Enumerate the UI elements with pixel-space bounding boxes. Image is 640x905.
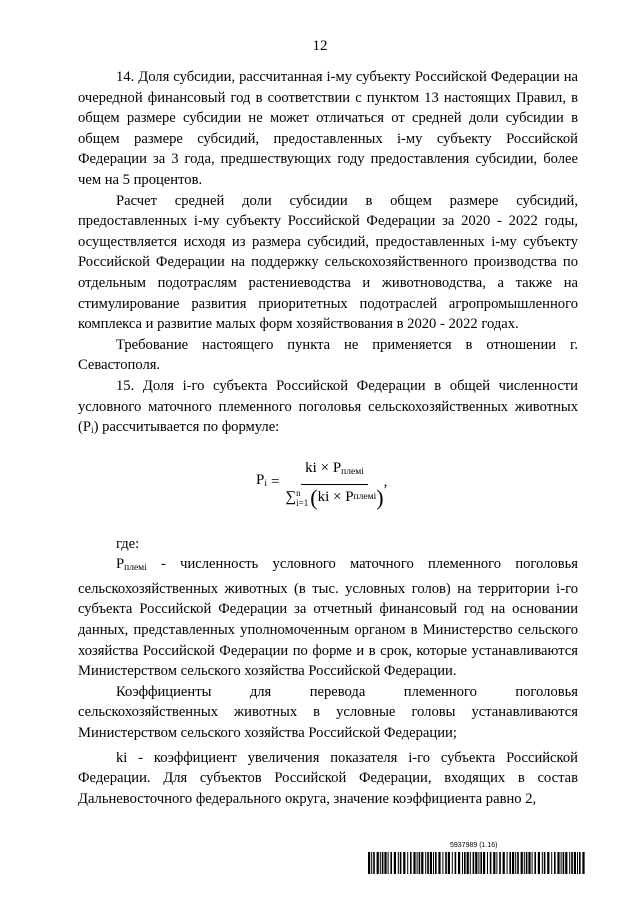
paragraph-calculation: Расчет средней доли субсидии в общем размере субсидий, предоставленных i-му субъекту Российской Федерации за 2020 - 2022 годы, осуществляется исходя из размера субсидий, предоставленных i-му субъекту Российской Федерации на поддержку сельскохозяйственного производства по отдельным подотраслям растениеводства и животноводства, а также на стимулирование развития приоритетных подотраслей агропромышленного комплекса и развитие малых форм хозяйствования в 2020 - 2022 годах. [78,192,578,333]
paragraph-where: где: [116,535,140,552]
paragraph-15 [78,376,578,442]
paragraph-requirement: Требование настоящего пункта не применяется в отношении г. Севастополя. [78,336,578,374]
formula [256,458,387,508]
document-code: 5937989 (1.16) [450,842,498,849]
formula-fraction [285,458,383,508]
paragraph-coefficients: Коэффициенты для перевода племенного поголовья сельскохозяйственных животных в условные головы устанавливаются Министерством сельского хозяйства Российской Федерации; [78,683,578,742]
paragraph-p-pleme: $P_{племi}$ - численность условного маточного племенного поголовья сельскохозяйственных животных (в тыс. условных голов) на территории i-го субъекта Российской Федерации за отчетный финансовый год на основании данных, представленных уполномоченным органом в Министерство сельского хозяйства Российской Федерации по форме и в срок, которые устанавливаются Министерством сельского хозяйства Российской Федерации. [78,556,578,680]
formula-tail: , [383,474,388,491]
paragraph-14: 14. Доля субсидии, рассчитанная i-му субъекту Российской Федерации на очередной финансовый год в соответствии с пунктом 13 настоящих Правил, в общем размере субсидии не может отличаться от средней доли субсидии в общем размере субсидий, предоставленных i-му субъекту Российской Федерации за 3 года, предшествующих году предоставления субсидии, более чем на 5 процентов. [78,69,578,188]
paragraph-15-text: 15. Доля i-го субъекта Российской Федерации в общей численности условного маточного племенного поголовья сельскохозяйственных животных (P [78,377,578,436]
paragraph-ki: ki - коэффициент увеличения показателя i-го субъекта Российской Федерации. Для субъектов Российской Федерации, входящих в состав Дальневосточного федерального округа, значение коэффициента равно 2, [78,749,578,807]
document-body [78,67,578,809]
formula-numerator: ki × $P_{племi}$ [301,458,368,486]
formula-equals: = [270,474,280,491]
formula-denominator: ∑ n i=1 ( ki × P племi ) [285,484,384,510]
barcode-icon [368,852,588,874]
paragraph-15-end: ) рассчитывается по формуле: [93,419,280,436]
sum-limits: n i=1 [296,487,309,508]
page-number: 12 [312,38,328,54]
formula-block [78,452,578,530]
formula-lhs: $P_i$ [256,472,267,490]
sum-symbol: ∑ [285,489,297,506]
paragraph-15-sub: i [90,426,94,437]
